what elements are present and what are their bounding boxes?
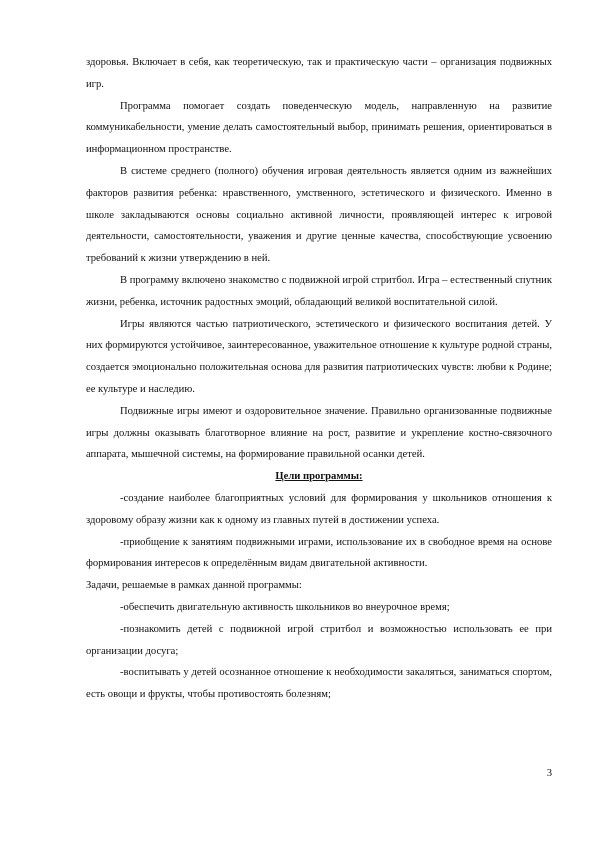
tasks-heading: Задачи, решаемые в рамках данной программы: (86, 580, 302, 592)
page-number: 3 (546, 768, 552, 779)
task-item-3: -воспитывать у детей осознанное отношение к необходимости закаляться, заниматься спортом, есть овощи и фрукты, чтобы противостоять болезням; (86, 667, 552, 701)
paragraph-5: Игры являются частью патриотического, эстетического и физического воспитания детей. У них формируются устойчивое, заинтересованное, уважительное отношение к культуре родной страны, создается эмоционально положительная основа для развития патриотических чувств: любви к Родине; ее культуре и наследию. (86, 318, 552, 395)
paragraph-3: В системе среднего (полного) обучения игровая деятельность является одним из важнейших факторов развития ребенка: нравственного, умственного, эстетического и физического. Именно в школе закладываются основы социально активной личности, проявляющей интерес к игровой деятельности, самостоятельности, уважения и другие ценные качества, способствующие усвоению требований к жизни утверждению в ней. (86, 165, 552, 265)
paragraph-1: здоровья. Включает в себя, как теоретическую, так и практическую части – организация подвижных игр. (86, 57, 552, 90)
goal-item-2: -приобщение к занятиям подвижными играми, использование их в свободное время на основе формирования интересов к определённым видам двигательной активности. (86, 536, 552, 570)
body-text (86, 52, 552, 706)
paragraph-6: Подвижные игры имеют и оздоровительное значение. Правильно организованные подвижные игры должны оказывать благотворное влияние на рост, развитие и укрепление костно-связочного аппарата, мышечной системы, на формирование правильной осанки детей. (86, 405, 552, 461)
task-item-2: -познакомить детей с подвижной игрой стритбол и возможностью использовать ее при организации досуга; (86, 623, 552, 657)
goals-heading: Цели программы: (275, 471, 363, 483)
task-item-1: -обеспечить двигательную активность школьников во внеурочное время; (120, 601, 450, 613)
paragraph-2: Программа помогает создать поведенческую модель, направленную на развитие коммуникабельности, умение делать самостоятельный выбор, принимать решения, ориентироваться в информационном пространстве. (86, 100, 552, 156)
paragraph-4: В программу включено знакомство с подвижной игрой стритбол. Игра – естественный спутник жизни, ребенка, источник радостных эмоций, обладающий великой воспитательной силой. (86, 274, 552, 308)
goal-item-1: -создание наиболее благоприятных условий для формирования у школьников отношения к здоровому образу жизни как к одному из главных путей в достижении успеха. (86, 492, 552, 526)
